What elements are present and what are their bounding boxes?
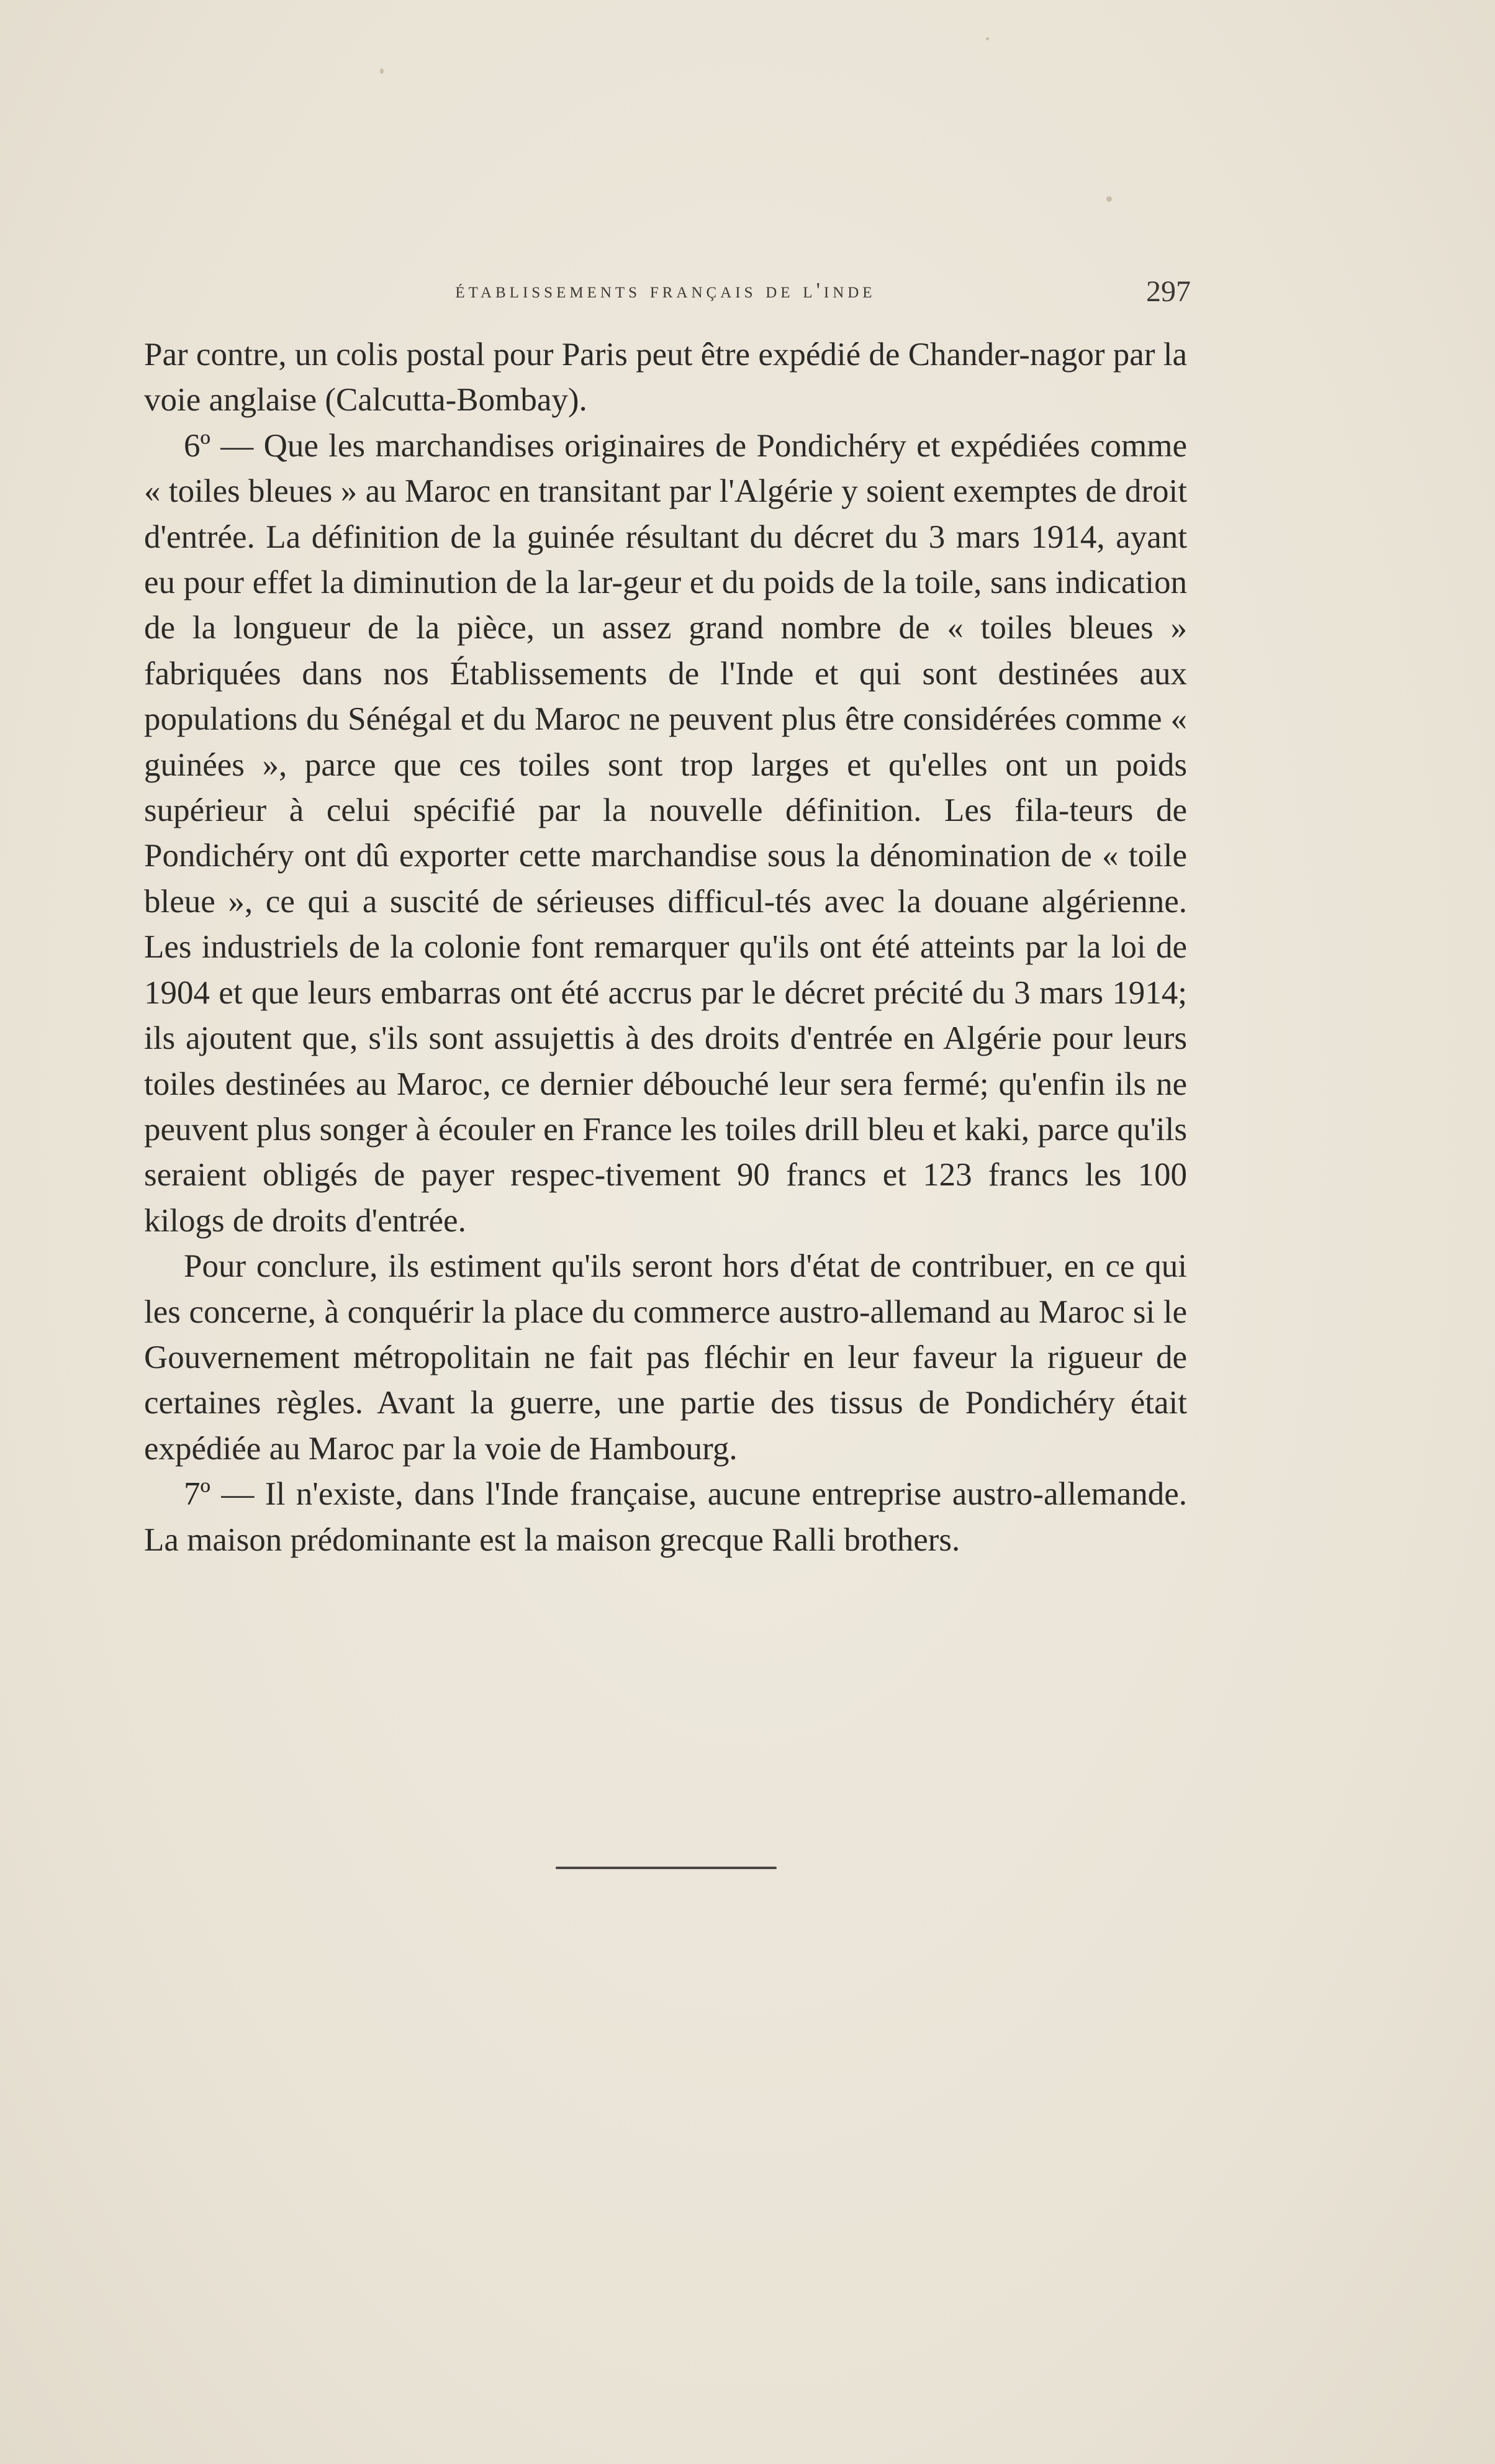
paragraph-1: Par contre, un colis postal pour Paris peut être expédié de Chander-nagor par la voie anglaise (Calcutta-Bombay). <box>144 337 1187 419</box>
paragraph-3: Pour conclure, ils estiment qu'ils seront hors d'état de contribuer, en ce qui les concerne, à conquérir la place du commerce austro-allemand au Maroc si le Gouvernement métropolitain ne fait pas fléchir en leur faveur la rigueur de certaines règles. Avant la guerre, une partie des tissus de Pondichéry était expédiée au Maroc par la voie de Hambourg. <box>144 1248 1187 1467</box>
paragraph-2: 6º — Que les marchandises originaires de Pondichéry et expédiées comme « toiles bleues » au Maroc en transitant par l'Algérie y soient exemptes de droit d'entrée. La définition de la guinée résultant du décret du 3 mars 1914, ayant eu pour effet la diminution de la lar-geur et du poids de la toile, sans indication de la longueur de la pièce, un assez grand nombre de « toiles bleues » fabriquées dans nos Établissements de l'Inde et qui sont destinées aux populations du Sénégal et du Maroc ne peuvent plus être considérées comme « guinées », parce que ces toiles sont trop larges et qu'elles ont un poids supérieur à celui spécifié par la nouvelle définition. Les fila-teurs de Pondichéry ont dû exporter cette marchandise sous la dénomination de « toile bleue », ce qui a suscité de sérieuses difficul-tés avec la douane algérienne. Les industriels de la colonie font remarquer qu'ils ont été atteints par la loi de 1904 et que leurs embarras ont été accrus par le décret précité du 3 mars 1914; ils ajoutent que, s'ils sont assujettis à des droits d'entrée en Algérie pour leurs toiles destinées au Maroc, ce dernier débouché leur sera fermé; qu'enfin ils ne peuvent plus songer à écouler en France les toiles drill bleu et kaki, parce qu'ils seraient obligés de payer respec-tivement 90 francs et 123 francs les 100 kilogs de droits d'entrée. <box>144 427 1187 1239</box>
running-title: établissements français de l'inde <box>455 278 876 302</box>
paper-speck <box>986 37 989 40</box>
paper-speck <box>1106 196 1112 202</box>
running-head <box>144 275 1191 315</box>
body-text <box>144 332 1187 1563</box>
page-number: 297 <box>1146 275 1191 308</box>
paper-speck <box>380 68 384 74</box>
end-rule <box>556 1867 777 1869</box>
paragraph-4: 7º — Il n'existe, dans l'Inde française, aucune entreprise austro-allemande. La maison prédominante est la maison grecque Ralli brothers. <box>144 1476 1187 1558</box>
